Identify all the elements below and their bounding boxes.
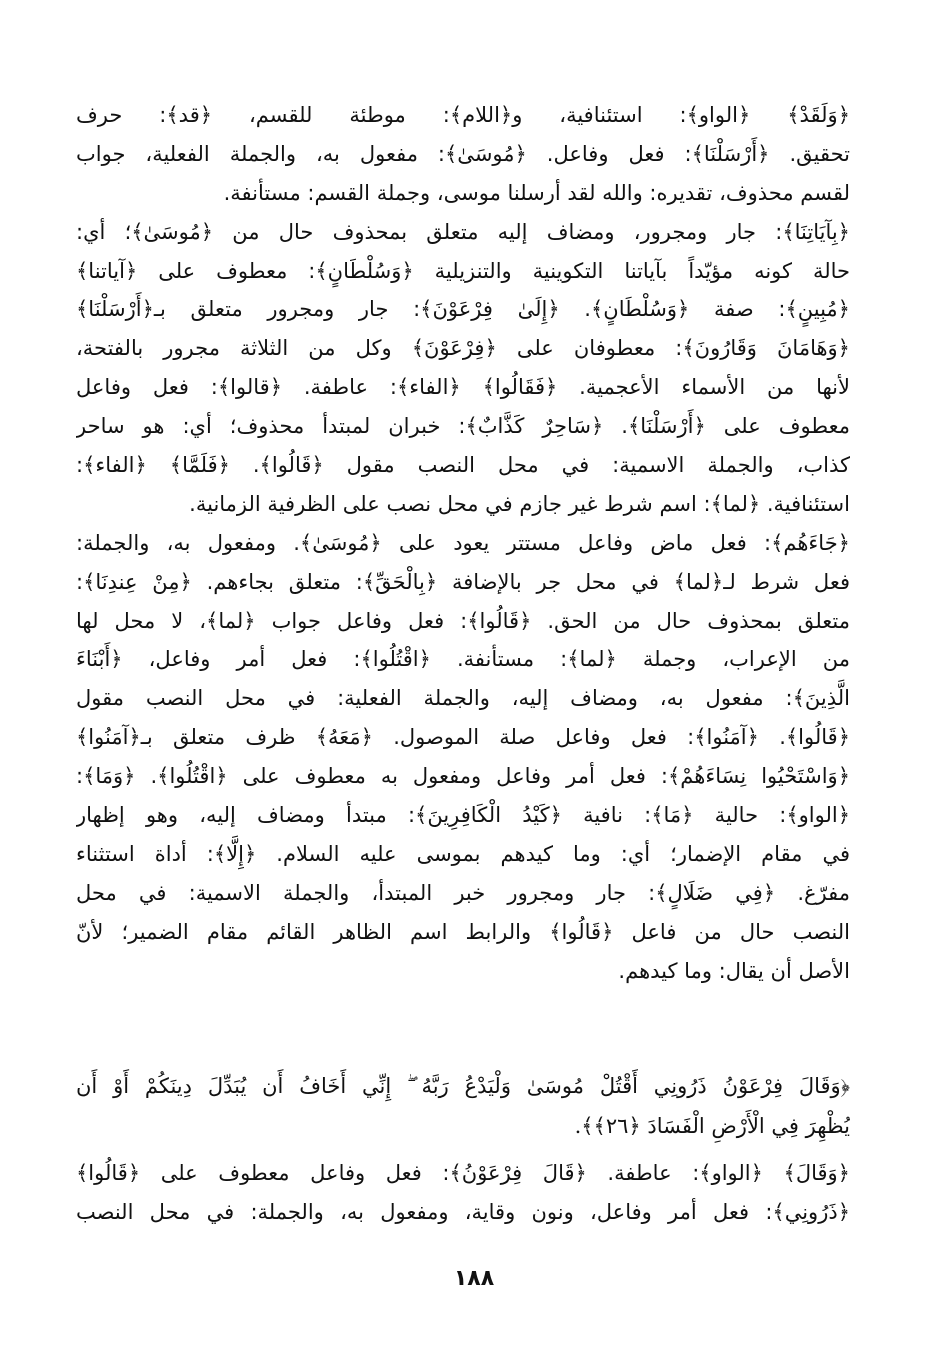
text-line: لأنها من الأسماء الأعجمية. ﴿فَقَالُوا﴾ ﴿الفاء﴾: عاطفة. ﴿قالوا﴾: فعل وفاعل [76, 375, 850, 400]
text-line: الَّذِينَ﴾: مفعول به، ومضاف إليه، والجملة الفعلية: في محل النصب مقول [76, 686, 850, 711]
text-line: فعل شرط لـ﴿لما﴾ في محل جر بالإضافة ﴿بِالْحَقِّ﴾: متعلق بجاءهم. ﴿مِنْ عِندِنَا﴾: [76, 569, 850, 594]
text-line: متعلق بمحذوف حال من الحق. ﴿قَالُوا﴾: فعل وفاعل جواب ﴿لما﴾، لا محل لها [76, 608, 850, 633]
text-line: من الإعراب، وجملة ﴿لما﴾: مستأنفة. ﴿اقْتُلُوا﴾: فعل أمر وفاعل، ﴿أَبْنَاءَ [76, 647, 850, 672]
text-line: في مقام الإضمار؛ أي: وما كيدهم بموسى عليه السلام. ﴿إِلَّا﴾: أداة استثناء [76, 841, 850, 866]
verse-line: يُظْهِرَ فِي الْأَرْضِ الْفَسَادَ ﴿٢٦﴾﴾. [574, 1114, 850, 1138]
commentary-paragraph [76, 96, 850, 990]
text-line: مفرّغ. ﴿فِي ضَلَالٍ﴾: جار ومجرور خبر المبتدأ، والجملة الاسمية: في محل [76, 880, 850, 905]
text-line: كذاب، والجملة الاسمية: في محل النصب مقول ﴿قَالُوا﴾. ﴿فَلَمَّا﴾ ﴿الفاء﴾: [76, 453, 850, 478]
text-line: ﴿الواو﴾: حالية ﴿مَا﴾: نافية ﴿كَيْدُ الْكَافِرِينَ﴾: مبتدأ ومضاف إليه، وهو إظهار [76, 803, 850, 828]
page-number: ١٨٨ [453, 1266, 495, 1291]
text-line: ﴿وَاسْتَحْيُوا نِسَاءَهُمْ﴾: فعل أمر وفاعل ومفعول به معطوف على ﴿اقْتُلُوا﴾. ﴿وَمَا﴾: [76, 764, 850, 789]
text-line: ﴿جَاءَهُم﴾: فعل ماض وفاعل مستتر يعود على ﴿مُوسَىٰ﴾. ومفعول به، والجملة: [76, 530, 850, 555]
quran-verse [76, 1066, 850, 1146]
text-line: ﴿مُبِينٍ﴾: صفة ﴿وَسُلْطَانٍ﴾. ﴿إِلَىٰ فِرْعَوْنَ﴾: جار ومجرور متعلق بـ﴿أَرْسَلْنَا﴾ [76, 297, 850, 322]
text-line: استئنافية. ﴿لما﴾: اسم شرط غير جازم في محل نصب على الظرفية الزمانية. [189, 491, 850, 516]
text-line: ﴿وَهَامَانَ وَقَارُونَ﴾: معطوفان على ﴿فِرْعَوْنَ﴾ وكل من الثلاثة مجرور بالفتحة، [76, 336, 850, 361]
text-line: ﴿بِآيَاتِنَا﴾: جار ومجرور، ومضاف إليه متعلق بمحذوف حال من ﴿مُوسَىٰ﴾؛ أي: [76, 219, 850, 244]
text-line: ﴿وَلَقَدْ﴾ ﴿الواو﴾: استئنافية، و﴿اللام﴾: موطئة للقسم، ﴿قد﴾: حرف [76, 103, 850, 127]
text-line: الأصل أن يقال: وما كيدهم. [618, 958, 850, 983]
text-line: تحقيق. ﴿أَرْسَلْنَا﴾: فعل وفاعل. ﴿مُوسَىٰ﴾: مفعول به، والجملة الفعلية، جواب [76, 141, 850, 166]
verse-line: ﴿وَقَالَ فِرْعَوْنُ ذَرُونِي أَقْتُلْ مُوسَىٰ وَلْيَدْعُ رَبَّهُ ۖ إِنِّي أَخَافُ أَن يُبَدِّلَ دِينَكُمْ أَوْ أَن [76, 1074, 850, 1098]
text-line: ﴿ذَرُونِي﴾: فعل أمر وفاعل، ونون وقاية، ومفعول به، والجملة: في محل النصب [76, 1199, 850, 1224]
text-line: ﴿وَقَالَ﴾ ﴿الواو﴾: عاطفة. ﴿قَالَ فِرْعَوْنُ﴾: فعل وفاعل معطوف على ﴿قَالُوا﴾ [76, 1161, 850, 1185]
text-line: النصب حال من فاعل ﴿قَالُوا﴾ والرابط اسم الظاهر القائم مقام الضمير؛ لأنّ [76, 919, 850, 944]
commentary-paragraph [76, 1154, 850, 1232]
text-line: معطوف على ﴿أَرْسَلْنَا﴾. ﴿سَاحِرٌ كَذَّابٌ﴾: خبران لمبتدأ محذوف؛ أي: هو ساحر [76, 414, 850, 439]
text-line: لقسم محذوف، تقديره: والله لقد أرسلنا موسى، وجملة القسم: مستأنفة. [223, 180, 850, 205]
text-line: ﴿قَالُوا﴾. ﴿آمَنُوا﴾: فعل وفاعل صلة الموصول. ﴿مَعَهُ﴾ ظرف متعلق بـ﴿آمَنُوا﴾ [76, 725, 850, 750]
text-line: حالة كونه مؤيّداً بآياتنا التكوينية والتنزيلية ﴿وَسُلْطَانٍ﴾: معطوف على ﴿آياتنا﴾ [76, 258, 850, 283]
